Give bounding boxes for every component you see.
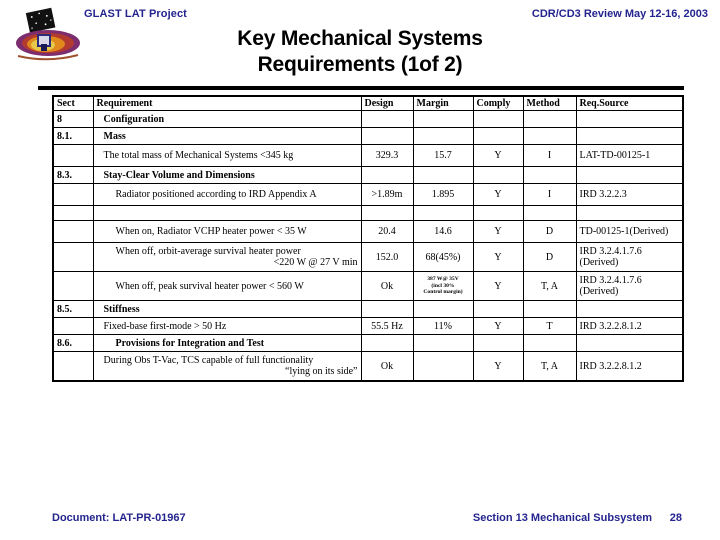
review-date-label: CDR/CD3 Review May 12-16, 2003 bbox=[531, 8, 708, 20]
table-row bbox=[53, 318, 683, 335]
req-source-line-1: IRD 3.2.4.1.7.6 bbox=[579, 275, 642, 286]
table-row bbox=[53, 206, 683, 221]
cell-margin bbox=[413, 167, 473, 184]
slide-footer bbox=[0, 512, 720, 532]
cell-req-source: IRD 3.2.2.3 bbox=[576, 184, 683, 206]
cell-comply bbox=[473, 128, 523, 145]
cell-method: T, A bbox=[523, 352, 576, 382]
cell-design: 55.5 Hz bbox=[361, 318, 413, 335]
cell-comply bbox=[473, 301, 523, 318]
cell-req-source bbox=[576, 111, 683, 128]
column-header-comply: Comply bbox=[473, 96, 523, 111]
cell-req-source: IRD 3.2.2.8.1.2 bbox=[576, 318, 683, 335]
cell-comply: Y bbox=[473, 272, 523, 301]
table-row bbox=[53, 111, 683, 128]
cell-requirement: Stiffness bbox=[93, 301, 361, 318]
cell-design bbox=[361, 128, 413, 145]
cell-sect: 8.1. bbox=[53, 128, 93, 145]
cell-requirement: Fixed-base first-mode > 50 Hz bbox=[93, 318, 361, 335]
cell-comply: Y bbox=[473, 243, 523, 272]
cell-requirement: Radiator positioned according to IRD Appendix A bbox=[93, 184, 361, 206]
cell-req-source bbox=[576, 335, 683, 352]
cell-method: T bbox=[523, 318, 576, 335]
cell-design: 20.4 bbox=[361, 221, 413, 243]
cell-method bbox=[523, 128, 576, 145]
cell-req-source bbox=[576, 206, 683, 221]
cell-sect bbox=[53, 184, 93, 206]
cell-sect: 8.5. bbox=[53, 301, 93, 318]
table-row bbox=[53, 335, 683, 352]
req-source-line-1: IRD 3.2.4.1.7.6 bbox=[579, 246, 642, 257]
cell-req-source bbox=[576, 243, 683, 272]
requirements-table bbox=[52, 95, 684, 382]
cell-requirement: When on, Radiator VCHP heater power < 35 W bbox=[93, 221, 361, 243]
cell-requirement bbox=[93, 206, 361, 221]
cell-sect bbox=[53, 221, 93, 243]
cell-method: D bbox=[523, 243, 576, 272]
column-header-requirement: Requirement bbox=[93, 96, 361, 111]
cell-margin bbox=[413, 206, 473, 221]
cell-comply bbox=[473, 206, 523, 221]
margin-value: 387 W@ 35V bbox=[427, 276, 459, 283]
table-row bbox=[53, 301, 683, 318]
cell-method bbox=[523, 111, 576, 128]
cell-method: I bbox=[523, 184, 576, 206]
cell-margin: 1.895 bbox=[413, 184, 473, 206]
req-source-line-2: (Derived) bbox=[579, 257, 619, 268]
cell-comply: Y bbox=[473, 352, 523, 382]
document-label: Document: LAT-PR-01967 bbox=[52, 512, 186, 524]
cell-comply: Y bbox=[473, 145, 523, 167]
cell-req-source bbox=[576, 128, 683, 145]
cell-sect bbox=[53, 206, 93, 221]
cell-design: Ok bbox=[361, 352, 413, 382]
cell-requirement: Mass bbox=[93, 128, 361, 145]
cell-req-source bbox=[576, 272, 683, 301]
cell-requirement: When off, peak survival heater power < 560 W bbox=[93, 272, 361, 301]
cell-requirement: Provisions for Integration and Test bbox=[93, 335, 361, 352]
cell-comply: Y bbox=[473, 318, 523, 335]
cell-sect bbox=[53, 145, 93, 167]
cell-margin: 11% bbox=[413, 318, 473, 335]
column-header-sect: Sect bbox=[53, 96, 93, 111]
table-header-row bbox=[53, 96, 683, 111]
cell-method bbox=[523, 206, 576, 221]
cell-margin: 14.6 bbox=[413, 221, 473, 243]
table-row bbox=[53, 272, 683, 301]
cell-margin bbox=[413, 128, 473, 145]
cell-margin bbox=[413, 111, 473, 128]
cell-design: >1.89m bbox=[361, 184, 413, 206]
column-header-design: Design bbox=[361, 96, 413, 111]
page-title bbox=[0, 26, 720, 78]
cell-requirement bbox=[93, 352, 361, 382]
project-label: GLAST LAT Project bbox=[84, 8, 187, 20]
requirement-line-1: During Obs T-Vac, TCS capable of full functionality bbox=[103, 355, 314, 366]
table-row bbox=[53, 352, 683, 382]
requirement-line-2: <220 W @ 27 V min bbox=[273, 257, 358, 268]
cell-comply bbox=[473, 111, 523, 128]
column-header-method: Method bbox=[523, 96, 576, 111]
cell-requirement: The total mass of Mechanical Systems <345 kg bbox=[93, 145, 361, 167]
cell-method bbox=[523, 301, 576, 318]
cell-method bbox=[523, 167, 576, 184]
cell-requirement: Configuration bbox=[93, 111, 361, 128]
cell-design: 152.0 bbox=[361, 243, 413, 272]
cell-margin bbox=[413, 301, 473, 318]
cell-comply bbox=[473, 335, 523, 352]
title-line-1: Key Mechanical Systems bbox=[237, 27, 483, 50]
table-row bbox=[53, 221, 683, 243]
cell-margin bbox=[413, 335, 473, 352]
cell-sect bbox=[53, 243, 93, 272]
cell-sect: 8.3. bbox=[53, 167, 93, 184]
column-header-margin: Margin bbox=[413, 96, 473, 111]
cell-design bbox=[361, 301, 413, 318]
cell-req-source bbox=[576, 301, 683, 318]
cell-comply bbox=[473, 167, 523, 184]
cell-margin: 68(45%) bbox=[413, 243, 473, 272]
req-source-line-2: (Derived) bbox=[579, 286, 619, 297]
requirement-line-1: When off, orbit-average survival heater power bbox=[115, 246, 301, 257]
table-row bbox=[53, 184, 683, 206]
cell-design: Ok bbox=[361, 272, 413, 301]
table-row bbox=[53, 128, 683, 145]
cell-comply: Y bbox=[473, 184, 523, 206]
cell-margin: 15.7 bbox=[413, 145, 473, 167]
table-row bbox=[53, 167, 683, 184]
cell-comply: Y bbox=[473, 221, 523, 243]
cell-sect: 8.6. bbox=[53, 335, 93, 352]
cell-req-source bbox=[576, 167, 683, 184]
section-label: Section 13 Mechanical Subsystem bbox=[472, 512, 652, 524]
cell-method bbox=[523, 335, 576, 352]
cell-requirement bbox=[93, 243, 361, 272]
cell-design bbox=[361, 335, 413, 352]
table-row bbox=[53, 145, 683, 167]
cell-requirement: Stay-Clear Volume and Dimensions bbox=[93, 167, 361, 184]
page-number: 28 bbox=[669, 512, 682, 524]
cell-sect bbox=[53, 352, 93, 382]
cell-design bbox=[361, 167, 413, 184]
cell-req-source: IRD 3.2.2.8.1.2 bbox=[576, 352, 683, 382]
title-line-2: Requirements (1of 2) bbox=[257, 53, 463, 76]
cell-req-source: LAT-TD-00125-1 bbox=[576, 145, 683, 167]
margin-note-2: Control margin) bbox=[423, 289, 463, 296]
cell-sect: 8 bbox=[53, 111, 93, 128]
table-row bbox=[53, 243, 683, 272]
cell-sect bbox=[53, 272, 93, 301]
cell-design bbox=[361, 206, 413, 221]
cell-req-source: TD-00125-1(Derived) bbox=[576, 221, 683, 243]
margin-note-1: (incl 30% bbox=[431, 282, 455, 289]
requirement-line-2: “lying on its side” bbox=[285, 366, 358, 377]
cell-design: 329.3 bbox=[361, 145, 413, 167]
header-divider bbox=[38, 86, 684, 90]
cell-method: I bbox=[523, 145, 576, 167]
cell-design bbox=[361, 111, 413, 128]
column-header-req-source: Req.Source bbox=[576, 96, 683, 111]
slide-header bbox=[0, 0, 720, 92]
cell-method: T, A bbox=[523, 272, 576, 301]
cell-margin bbox=[413, 352, 473, 382]
cell-sect bbox=[53, 318, 93, 335]
cell-method: D bbox=[523, 221, 576, 243]
requirements-table-container bbox=[52, 95, 682, 382]
cell-margin bbox=[413, 272, 473, 301]
